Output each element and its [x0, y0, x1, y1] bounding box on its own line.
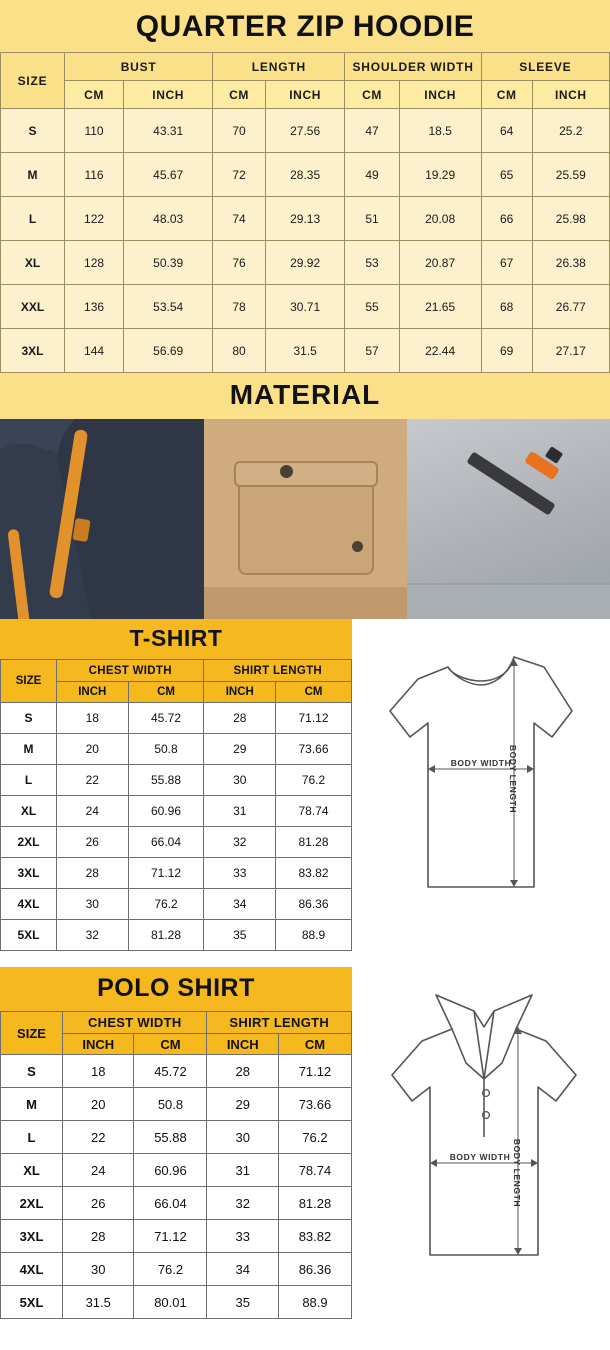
table-row — [1, 197, 610, 241]
hoodie-cell: 69 — [481, 329, 532, 373]
tshirt-table-wrap — [0, 619, 352, 951]
polo-diagram — [352, 967, 610, 1287]
hoodie-cell: 110 — [65, 109, 124, 153]
hoodie-cell: 25.2 — [532, 109, 609, 153]
hoodie-header-bust: BUST — [65, 53, 213, 81]
tshirt-cell: 71.12 — [276, 703, 352, 734]
polo-header-size: SIZE — [1, 1012, 63, 1055]
hoodie-header-sleeve: SLEEVE — [481, 53, 609, 81]
polo-cell: 83.82 — [278, 1220, 351, 1253]
polo-body-width-label: BODY WIDTH — [449, 1152, 511, 1162]
polo-cell: 86.36 — [278, 1253, 351, 1286]
polo-cell: 34 — [207, 1253, 278, 1286]
hoodie-cell: 53.54 — [124, 285, 213, 329]
polo-unit-chest-inch: INCH — [63, 1034, 134, 1055]
tshirt-diagram-wrap — [352, 619, 610, 951]
hoodie-row-size: S — [1, 109, 65, 153]
tshirt-cell: 30 — [204, 765, 276, 796]
polo-cell: 60.96 — [134, 1154, 207, 1187]
tshirt-cell: 88.9 — [276, 920, 352, 951]
table-row — [1, 329, 610, 373]
polo-cell: 55.88 — [134, 1121, 207, 1154]
tshirt-size-table — [0, 659, 352, 951]
polo-cell: 66.04 — [134, 1187, 207, 1220]
table-row — [1, 1187, 352, 1220]
hoodie-row-size: M — [1, 153, 65, 197]
grey-fleece-pen-photo — [407, 419, 610, 619]
hoodie-cell: 20.08 — [399, 197, 481, 241]
hoodie-cell: 29.92 — [265, 241, 345, 285]
hoodie-cell: 122 — [65, 197, 124, 241]
tan-sleeve-pocket-photo — [204, 419, 407, 619]
tshirt-row-size: 4XL — [1, 889, 57, 920]
polo-cell: 28 — [207, 1055, 278, 1088]
polo-cell: 31.5 — [63, 1286, 134, 1319]
hoodie-unit-length-inch: INCH — [265, 81, 345, 109]
hoodie-cell: 72 — [213, 153, 266, 197]
tshirt-cell: 18 — [57, 703, 129, 734]
tshirt-cell: 81.28 — [128, 920, 204, 951]
table-row — [1, 703, 352, 734]
polo-unit-length-inch: INCH — [207, 1034, 278, 1055]
polo-cell: 31 — [207, 1154, 278, 1187]
table-row — [1, 920, 352, 951]
polo-cell: 24 — [63, 1154, 134, 1187]
hoodie-cell: 116 — [65, 153, 124, 197]
polo-cell: 28 — [63, 1220, 134, 1253]
tshirt-cell: 55.88 — [128, 765, 204, 796]
hoodie-header-shoulder-width: SHOULDER WIDTH — [345, 53, 481, 81]
hoodie-cell: 136 — [65, 285, 124, 329]
polo-cell: 35 — [207, 1286, 278, 1319]
hoodie-cell: 45.67 — [124, 153, 213, 197]
table-row — [1, 109, 610, 153]
hoodie-cell: 78 — [213, 285, 266, 329]
hoodie-cell: 53 — [345, 241, 399, 285]
tshirt-cell: 60.96 — [128, 796, 204, 827]
hoodie-cell: 27.17 — [532, 329, 609, 373]
hoodie-cell: 144 — [65, 329, 124, 373]
tshirt-row-size: 5XL — [1, 920, 57, 951]
hoodie-unit-bust-cm: CM — [65, 81, 124, 109]
tshirt-cell: 34 — [204, 889, 276, 920]
hoodie-cell: 128 — [65, 241, 124, 285]
hoodie-cell: 47 — [345, 109, 399, 153]
table-row — [1, 1154, 352, 1187]
tshirt-section — [0, 619, 610, 951]
tshirt-cell: 28 — [204, 703, 276, 734]
material-title: MATERIAL — [0, 373, 610, 419]
tshirt-unit-length-cm: CM — [276, 682, 352, 703]
tshirt-row-size: 2XL — [1, 827, 57, 858]
hoodie-cell: 51 — [345, 197, 399, 241]
hoodie-cell: 56.69 — [124, 329, 213, 373]
hoodie-cell: 20.87 — [399, 241, 481, 285]
table-row — [1, 1286, 352, 1319]
tshirt-cell: 81.28 — [276, 827, 352, 858]
hoodie-unit-length-cm: CM — [213, 81, 266, 109]
polo-cell: 76.2 — [278, 1121, 351, 1154]
hoodie-cell: 65 — [481, 153, 532, 197]
tshirt-cell: 30 — [57, 889, 129, 920]
tshirt-cell: 76.2 — [128, 889, 204, 920]
hoodie-row-size: 3XL — [1, 329, 65, 373]
hoodie-cell: 26.38 — [532, 241, 609, 285]
tshirt-cell: 73.66 — [276, 734, 352, 765]
tshirt-cell: 31 — [204, 796, 276, 827]
tshirt-unit-length-inch: INCH — [204, 682, 276, 703]
table-row — [1, 1121, 352, 1154]
hoodie-cell: 49 — [345, 153, 399, 197]
polo-size-table — [0, 1011, 352, 1319]
tshirt-row-size: L — [1, 765, 57, 796]
hoodie-unit-shoulder-cm: CM — [345, 81, 399, 109]
table-row — [1, 1055, 352, 1088]
hoodie-cell: 74 — [213, 197, 266, 241]
tshirt-cell: 32 — [204, 827, 276, 858]
tshirt-unit-chest-inch: INCH — [57, 682, 129, 703]
hoodie-cell: 48.03 — [124, 197, 213, 241]
polo-table-wrap — [0, 967, 352, 1319]
polo-row-size: 3XL — [1, 1220, 63, 1253]
table-row — [1, 765, 352, 796]
hoodie-section — [0, 0, 610, 373]
hoodie-cell: 27.56 — [265, 109, 345, 153]
polo-row-size: 2XL — [1, 1187, 63, 1220]
polo-section — [0, 967, 610, 1319]
hoodie-cell: 70 — [213, 109, 266, 153]
table-row — [1, 827, 352, 858]
tshirt-cell: 20 — [57, 734, 129, 765]
table-row — [1, 858, 352, 889]
polo-unit-chest-cm: CM — [134, 1034, 207, 1055]
polo-title: POLO SHIRT — [0, 967, 352, 1011]
table-row — [1, 1253, 352, 1286]
tshirt-cell: 29 — [204, 734, 276, 765]
hoodie-header-row-units — [1, 81, 610, 109]
hoodie-cell: 31.5 — [265, 329, 345, 373]
hoodie-unit-bust-inch: INCH — [124, 81, 213, 109]
polo-row-size: L — [1, 1121, 63, 1154]
tshirt-title: T-SHIRT — [0, 619, 352, 659]
tshirt-cell: 24 — [57, 796, 129, 827]
table-row — [1, 889, 352, 920]
tshirt-cell: 45.72 — [128, 703, 204, 734]
polo-cell: 80.01 — [134, 1286, 207, 1319]
navy-hoodie-drawstring-photo — [0, 419, 204, 619]
hoodie-cell: 64 — [481, 109, 532, 153]
tshirt-body-width-label: BODY WIDTH — [450, 758, 512, 768]
polo-cell: 29 — [207, 1088, 278, 1121]
hoodie-cell: 18.5 — [399, 109, 481, 153]
tshirt-header-row-groups — [1, 660, 352, 682]
hoodie-cell: 22.44 — [399, 329, 481, 373]
hoodie-cell: 67 — [481, 241, 532, 285]
hoodie-cell: 29.13 — [265, 197, 345, 241]
table-row — [1, 796, 352, 827]
hoodie-cell: 26.77 — [532, 285, 609, 329]
hoodie-cell: 43.31 — [124, 109, 213, 153]
material-photo-strip — [0, 419, 610, 619]
tshirt-cell: 26 — [57, 827, 129, 858]
tshirt-cell: 32 — [57, 920, 129, 951]
hoodie-title: QUARTER ZIP HOODIE — [0, 0, 610, 52]
polo-row-size: M — [1, 1088, 63, 1121]
polo-cell: 71.12 — [134, 1220, 207, 1253]
hoodie-row-size: L — [1, 197, 65, 241]
tshirt-cell: 50.8 — [128, 734, 204, 765]
tshirt-cell: 76.2 — [276, 765, 352, 796]
polo-cell: 22 — [63, 1121, 134, 1154]
tshirt-diagram — [352, 619, 610, 939]
tshirt-cell: 22 — [57, 765, 129, 796]
table-row — [1, 285, 610, 329]
hoodie-cell: 76 — [213, 241, 266, 285]
table-row — [1, 1220, 352, 1253]
hoodie-header-row-groups — [1, 53, 610, 81]
polo-cell: 76.2 — [134, 1253, 207, 1286]
tshirt-cell: 33 — [204, 858, 276, 889]
section-divider — [0, 951, 610, 967]
tshirt-unit-chest-cm: CM — [128, 682, 204, 703]
material-section — [0, 373, 610, 619]
hoodie-cell: 55 — [345, 285, 399, 329]
hoodie-cell: 21.65 — [399, 285, 481, 329]
hoodie-cell: 68 — [481, 285, 532, 329]
tshirt-cell: 71.12 — [128, 858, 204, 889]
hoodie-unit-sleeve-cm: CM — [481, 81, 532, 109]
hoodie-header-size: SIZE — [1, 53, 65, 109]
polo-cell: 30 — [207, 1121, 278, 1154]
table-row — [1, 1088, 352, 1121]
polo-cell: 45.72 — [134, 1055, 207, 1088]
polo-cell: 30 — [63, 1253, 134, 1286]
tshirt-header-chest-width: CHEST WIDTH — [57, 660, 204, 682]
polo-row-size: XL — [1, 1154, 63, 1187]
tshirt-header-size: SIZE — [1, 660, 57, 703]
hoodie-row-size: XXL — [1, 285, 65, 329]
hoodie-row-size: XL — [1, 241, 65, 285]
tshirt-row-size: S — [1, 703, 57, 734]
polo-cell: 50.8 — [134, 1088, 207, 1121]
polo-header-chest-width: CHEST WIDTH — [63, 1012, 207, 1034]
table-row — [1, 153, 610, 197]
hoodie-unit-shoulder-inch: INCH — [399, 81, 481, 109]
polo-cell: 32 — [207, 1187, 278, 1220]
polo-cell: 26 — [63, 1187, 134, 1220]
hoodie-cell: 25.59 — [532, 153, 609, 197]
polo-cell: 78.74 — [278, 1154, 351, 1187]
polo-cell: 18 — [63, 1055, 134, 1088]
table-row — [1, 241, 610, 285]
hoodie-unit-sleeve-inch: INCH — [532, 81, 609, 109]
tshirt-cell: 28 — [57, 858, 129, 889]
polo-row-size: 5XL — [1, 1286, 63, 1319]
polo-unit-length-cm: CM — [278, 1034, 351, 1055]
hoodie-cell: 57 — [345, 329, 399, 373]
tshirt-cell: 35 — [204, 920, 276, 951]
hoodie-cell: 80 — [213, 329, 266, 373]
polo-header-row-groups — [1, 1012, 352, 1034]
hoodie-size-table — [0, 52, 610, 373]
tshirt-header-shirt-length: SHIRT LENGTH — [204, 660, 352, 682]
polo-header-shirt-length: SHIRT LENGTH — [207, 1012, 352, 1034]
tshirt-cell: 78.74 — [276, 796, 352, 827]
polo-row-size: 4XL — [1, 1253, 63, 1286]
tshirt-cell: 66.04 — [128, 827, 204, 858]
hoodie-cell: 66 — [481, 197, 532, 241]
tshirt-body-length-label: BODY LENGTH — [508, 744, 518, 814]
polo-cell: 33 — [207, 1220, 278, 1253]
polo-diagram-wrap — [352, 967, 610, 1319]
hoodie-cell: 19.29 — [399, 153, 481, 197]
tshirt-cell: 86.36 — [276, 889, 352, 920]
polo-row-size: S — [1, 1055, 63, 1088]
hoodie-cell: 30.71 — [265, 285, 345, 329]
tshirt-row-size: XL — [1, 796, 57, 827]
hoodie-cell: 50.39 — [124, 241, 213, 285]
polo-body-length-label: BODY LENGTH — [512, 1138, 522, 1208]
tshirt-row-size: 3XL — [1, 858, 57, 889]
table-row — [1, 734, 352, 765]
polo-cell: 73.66 — [278, 1088, 351, 1121]
polo-cell: 88.9 — [278, 1286, 351, 1319]
polo-cell: 20 — [63, 1088, 134, 1121]
polo-cell: 71.12 — [278, 1055, 351, 1088]
hoodie-cell: 25.98 — [532, 197, 609, 241]
tshirt-cell: 83.82 — [276, 858, 352, 889]
hoodie-header-length: LENGTH — [213, 53, 345, 81]
polo-cell: 81.28 — [278, 1187, 351, 1220]
tshirt-row-size: M — [1, 734, 57, 765]
hoodie-cell: 28.35 — [265, 153, 345, 197]
